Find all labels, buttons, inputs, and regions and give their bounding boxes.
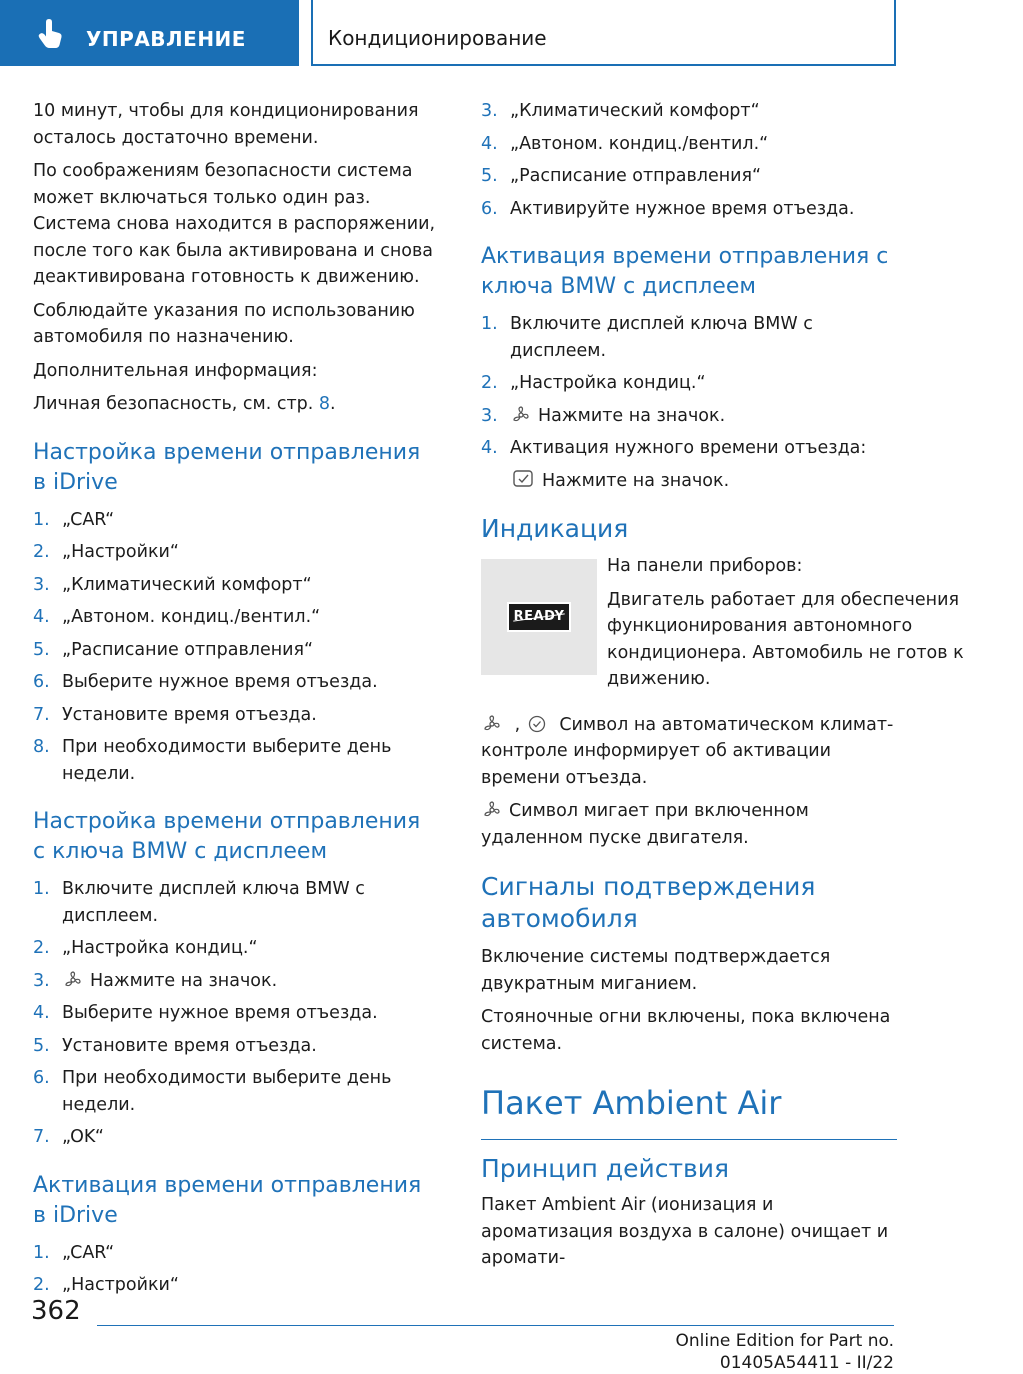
paragraph: Символ мигает при включенном удаленном пуске двигателя. [481, 801, 809, 848]
list-item: 2. „Настройка кондиц.“ [33, 938, 258, 958]
step-list [481, 98, 897, 222]
list-item: 2. „Настройки“ [33, 1275, 179, 1295]
paragraph: Пакет Ambient Air (ионизация и ароматизация воздуха в салоне) очищает и аромати- [481, 1195, 889, 1268]
paragraph: 10 минут, чтобы для кондиционирования осталось достаточно времени. [33, 101, 419, 148]
indicator-block [481, 553, 964, 700]
paragraph: Дополнительная информация: [33, 360, 318, 381]
list-item: 4. „Автоном. кондиц./вентил.“ [481, 133, 769, 154]
section-tab [0, 0, 299, 66]
list-item: 3. Нажмите на значок. [33, 970, 278, 991]
fan-climate-icon [481, 801, 503, 819]
step-list [33, 507, 438, 788]
list-item: 8. При необходимости выберите день недели. [33, 737, 392, 784]
heading-rule [481, 1139, 897, 1140]
chapter-tab [311, 0, 896, 66]
page-link[interactable]: 8 [318, 394, 331, 414]
list-item: 7. „OK“ [33, 1127, 104, 1147]
list-item: 3. Нажмите на значок. [481, 405, 726, 426]
list-item: 3. „Климатический комфорт“ [33, 574, 312, 595]
footer-rule [97, 1325, 894, 1326]
paragraph-reference [33, 391, 438, 418]
paragraph: Включение системы подтверждается двукратным миганием. [481, 947, 831, 994]
section-heading: Активация времени отправления в iDrive [33, 1172, 422, 1228]
list-item: 1. „CAR“ [33, 1242, 115, 1263]
paragraph: На панели приборов: [607, 556, 803, 576]
list-item-sub: Нажмите на значок. [481, 468, 897, 495]
ready-indicator-image [481, 559, 597, 675]
list-item: 2. „Настройка кондиц.“ [481, 373, 706, 393]
chapter-heading: Пакет Ambient Air [481, 1084, 782, 1122]
fan-climate-icon [510, 406, 532, 424]
edition-note: Online Edition for Part no. 01405A54411 - II/22 [675, 1331, 894, 1373]
section-title: УПРАВЛЕНИЕ [86, 27, 246, 51]
fan-climate-icon [481, 715, 503, 733]
list-item: 1. Включите дисплей ключа BMW с дисплеем. [33, 879, 365, 926]
section-heading: Настройка времени отправления в iDrive [33, 439, 421, 495]
paragraph: Соблюдайте указания по использованию автомобиля по назначению. [33, 300, 415, 347]
list-item: 6. При необходимости выберите день недели. [33, 1068, 392, 1115]
right-column [481, 98, 964, 1279]
ready-badge [507, 602, 571, 632]
list-item: 1. „CAR“ [33, 509, 115, 530]
fan-climate-icon [62, 971, 84, 989]
list-item: 6. Выберите нужное время отъезда. [33, 672, 378, 692]
list-item: 2. „Настройки“ [33, 542, 179, 562]
section-heading: Настройка времени отправления с ключа BMW с дисплеем [33, 809, 421, 864]
list-item: 1. Включите дисплей ключа BMW с дисплеем. [481, 314, 813, 361]
left-column [33, 98, 438, 1305]
list-item: 4. Выберите нужное время отъезда. [33, 1003, 378, 1023]
list-item: 5. Установите время отъезда. [33, 1035, 317, 1056]
ready-badge-label: READY [513, 608, 565, 624]
paragraph: По соображениям безопасности система может включаться только один раз. Система снова находится в распоряжении, после того как была активирована и снова деактивирована готовность к движению. [33, 161, 436, 287]
paragraph: Стояночные огни включены, пока включена система. [481, 1007, 891, 1054]
section-heading: Сигналы подтверждения автомобиля [481, 872, 816, 933]
list-item: 7. Установите время отъезда. [33, 704, 317, 725]
list-item: 6. Активируйте нужное время отъезда. [481, 198, 855, 219]
section-heading: Принцип действия [481, 1154, 730, 1183]
timer-check-icon [510, 468, 538, 490]
section-heading: Индикация [481, 514, 629, 543]
page-number: 362 [31, 1296, 81, 1326]
list-item: 4. Активация нужного времени отъезда: [481, 438, 867, 458]
list-item: 3. „Климатический комфорт“ [481, 101, 760, 121]
reference-text: Личная безопасность, см. стр. [33, 394, 314, 414]
section-heading: Активация времени отправления с ключа BMW с дисплеем [481, 244, 889, 299]
reference-end: . [330, 394, 336, 414]
step-list [33, 876, 438, 1151]
list-item: 4. „Автоном. кондиц./вентил.“ [33, 607, 321, 627]
step-list [33, 1240, 438, 1299]
separator: , [514, 714, 521, 735]
paragraph: , Символ на автоматическом климат-контроле информирует об активации времени отъезда. [481, 714, 894, 788]
list-item: 5. „Расписание отправления“ [33, 639, 314, 660]
list-item: 5. „Расписание отправления“ [481, 166, 762, 186]
hand-pointer-icon [36, 18, 64, 48]
clock-check-icon [526, 715, 548, 733]
paragraph: Двигатель работает для обеспечения функционирования автономного кондиционера. Автомобиль не готов к движению. [607, 589, 964, 689]
chapter-title: Кондиционирование [328, 26, 547, 50]
step-list [481, 311, 897, 494]
